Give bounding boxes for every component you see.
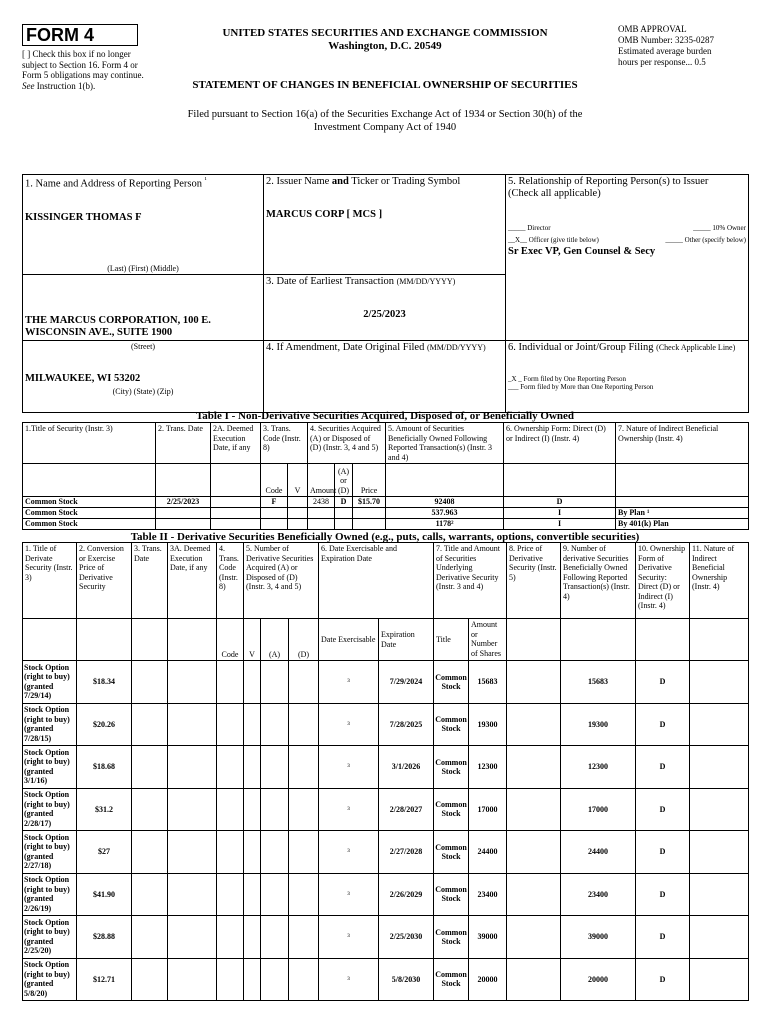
reporting-info-table <box>22 174 749 413</box>
t1-col4: 4. Securities Acquired (A) or Disposed of (D) (Instr. 3, 4 and 5) <box>308 423 386 464</box>
form-title: FORM 4 <box>22 24 138 46</box>
officer-title: Sr Exec VP, Gen Counsel & Secy <box>508 246 656 257</box>
table-row: Stock Option (right to buy) (granted 2/26/19) $41.90 ³ 2/26/2029 Common Stock 23400 23400 D <box>23 873 749 916</box>
t1-col6: 6. Ownership Form: Direct (D) or Indirect (I) (Instr. 4) <box>504 423 616 464</box>
table1 <box>22 422 749 530</box>
t2-col3a: 3A. Deemed Execution Date, if any <box>168 543 217 619</box>
t1-sub-price: Price <box>353 464 386 497</box>
check-note: [ ] Check this box if no longer subject to Section 16. Form 4 or Form 5 obligations may continue. See Instruction 1(b). <box>22 49 144 91</box>
table2-title: Table II - Derivative Securities Beneficially Owned (e.g., puts, calls, warrants, options, convertible securities) <box>130 531 640 543</box>
box2-issuer: 2. Issuer Name and Ticker or Trading Symbol MARCUS CORP [ MCS ] <box>264 175 506 275</box>
table-row: Stock Option (right to buy) (granted 2/28/17) $31.2 ³ 2/28/2027 Common Stock 17000 17000 D <box>23 788 749 831</box>
street-cell <box>23 274 264 340</box>
rel-10pct: _____ 10% Owner <box>693 224 746 232</box>
filed-pursuant: Filed pursuant to Section 16(a) of the Securities Exchange Act of 1934 or Section 30(h) of the Investment Company Act of 1940 <box>187 109 583 133</box>
t2-col9: 9. Number of derivative Securities Beneficially Owned Following Reported Transaction(s) (Instr. 4) <box>561 543 636 619</box>
box4-amendment: 4. If Amendment, Date Original Filed (MM/DD/YYYY) <box>264 340 506 412</box>
rel-other: _____ Other (specify below) <box>665 236 746 244</box>
agency-heading: UNITED STATES SECURITIES AND EXCHANGE COMMISSION Washington, D.C. 20549 <box>222 27 548 52</box>
t2-sub-title: Title <box>434 619 469 661</box>
table-row: Common Stock 1178² I By 401(k) Plan <box>23 519 749 530</box>
box3-date: 3. Date of Earliest Transaction (MM/DD/YYYY) 2/25/2023 <box>264 274 506 340</box>
t2-col5: 5. Number of Derivative Securities Acquired (A) or Disposed of (D) (Instr. 3, 4 and 5) <box>244 543 319 619</box>
table-row: Stock Option (right to buy) (granted 7/29/14) $18.34 ³ 7/29/2024 Common Stock 15683 15683 D <box>23 661 749 704</box>
t2-col8: 8. Price of Derivative Security (Instr. 5) <box>507 543 561 619</box>
city-caption: (City) (State) (Zip) <box>112 386 174 396</box>
statement-title: STATEMENT OF CHANGES IN BENEFICIAL OWNERSHIP OF SECURITIES <box>192 79 578 91</box>
t1-sub-aord: (A) or (D) <box>335 464 353 497</box>
table-row: Stock Option (right to buy) (granted 2/25/20) $28.88 ³ 2/25/2030 Common Stock 39000 39000 D <box>23 916 749 959</box>
t2-col10: 10. Ownership Form of Derivative Security: Direct (D) or Indirect (I) (Instr. 4) <box>636 543 690 619</box>
omb-approval: OMB APPROVAL OMB Number: 3235-0287 Estimated average burden hours per response... 0.5 <box>618 24 714 67</box>
rel-officer: __X__ Officer (give title below) <box>508 236 599 244</box>
reporting-street: THE MARCUS CORPORATION, 100 E. WISCONSIN AVE., SUITE 1900 <box>25 314 211 338</box>
t2-sub-exercisable: Date Exercisable <box>319 619 379 661</box>
t2-col3: 3. Trans. Date <box>132 543 168 619</box>
table-row: Common Stock 2/25/2023 F 2438 D $15.70 92408 D <box>23 497 749 508</box>
t2-col1: 1. Title of Derivate Security (Instr. 3) <box>23 543 77 619</box>
t2-col11: 11. Nature of Indirect Beneficial Ownership (Instr. 4) <box>690 543 749 619</box>
t2-col2: 2. Conversion or Exercise Price of Derivative Security <box>77 543 132 619</box>
table-row: Stock Option (right to buy) (granted 5/8/20) $12.71 ³ 5/8/2030 Common Stock 20000 20000 D <box>23 958 749 1001</box>
t2-sub-expiration: Expiration Date <box>379 619 434 661</box>
name-caption: (Last) (First) (Middle) <box>107 263 179 273</box>
issuer-name: MARCUS CORP [ MCS ] <box>266 209 383 220</box>
t2-sub-d: (D) <box>289 619 319 661</box>
t2-sub-a: (A) <box>261 619 289 661</box>
street-caption: (Street) <box>131 341 155 351</box>
table-row: Stock Option (right to buy) (granted 3/1/16) $18.68 ³ 3/1/2026 Common Stock 12300 12300 D <box>23 746 749 789</box>
reporting-name: KISSINGER THOMAS F <box>25 211 142 223</box>
t2-col7: 7. Title and Amount of Securities Underlying Derivative Security (Instr. 3 and 4) <box>434 543 507 619</box>
table-row: Stock Option (right to buy) (granted 2/27/18) $27 ³ 2/27/2028 Common Stock 24400 24400 D <box>23 831 749 874</box>
t1-col3: 3. Trans. Code (Instr. 8) <box>261 423 308 464</box>
table2 <box>22 542 749 1001</box>
reporting-city: MILWAUKEE, WI 53202 <box>25 372 141 384</box>
box6-filing: 6. Individual or Joint/Group Filing (Check Applicable Line) _X _ Form filed by One Reporting Person ___ Form filed by More than One Reporting Person <box>506 340 749 412</box>
t1-col2: 2. Trans. Date <box>156 423 211 464</box>
t2-col6: 6. Date Exercisable and Expiration Date <box>319 543 434 619</box>
t1-sub-v: V <box>288 464 308 497</box>
t1-col2a: 2A. Deemed Execution Date, if any <box>211 423 261 464</box>
t2-col4: 4. Trans. Code (Instr. 8) <box>217 543 244 619</box>
t1-col5: 5. Amount of Securities Beneficially Owned Following Reported Transaction(s) (Instr. 3 and 4) <box>386 423 504 464</box>
rel-director: _____ Director <box>508 224 551 232</box>
t2-sub-amount: Amount or Number of Shares <box>469 619 507 661</box>
box1-name: 1. Name and Address of Reporting Person $^{^1}$ KISSINGER THOMAS F (Last) (First) (Middle) <box>23 175 264 275</box>
table-row: Common Stock 537.963 I By Plan ¹ <box>23 508 749 519</box>
filing-one: _X _ Form filed by One Reporting Person <box>508 374 627 383</box>
t2-sub-v: V <box>244 619 261 661</box>
box5-relationship: 5. Relationship of Reporting Person(s) to Issuer (Check all applicable) _____ Director _____ 10% Owner __X__ Officer (give title below) _____ Other (specify below) Sr Exec VP, Gen Counsel & Secy <box>506 175 749 341</box>
t1-sub-amount: Amount <box>308 464 335 497</box>
table-row: Stock Option (right to buy) (granted 7/28/15) $20.26 ³ 7/28/2025 Common Stock 19300 19300 D <box>23 703 749 746</box>
earliest-date: 2/25/2023 <box>363 308 406 320</box>
table1-title: Table I - Non-Derivative Securities Acquired, Disposed of, or Beneficially Owned <box>195 410 575 422</box>
t1-col7: 7. Nature of Indirect Beneficial Ownership (Instr. 4) <box>616 423 749 464</box>
filing-more: ___ Form filed by More than One Reporting Person <box>508 382 654 391</box>
t2-sub-code: Code <box>217 619 244 661</box>
t1-sub-code: Code <box>261 464 288 497</box>
city-cell <box>23 340 264 412</box>
t1-col1: 1.Title of Security (Instr. 3) <box>23 423 156 464</box>
